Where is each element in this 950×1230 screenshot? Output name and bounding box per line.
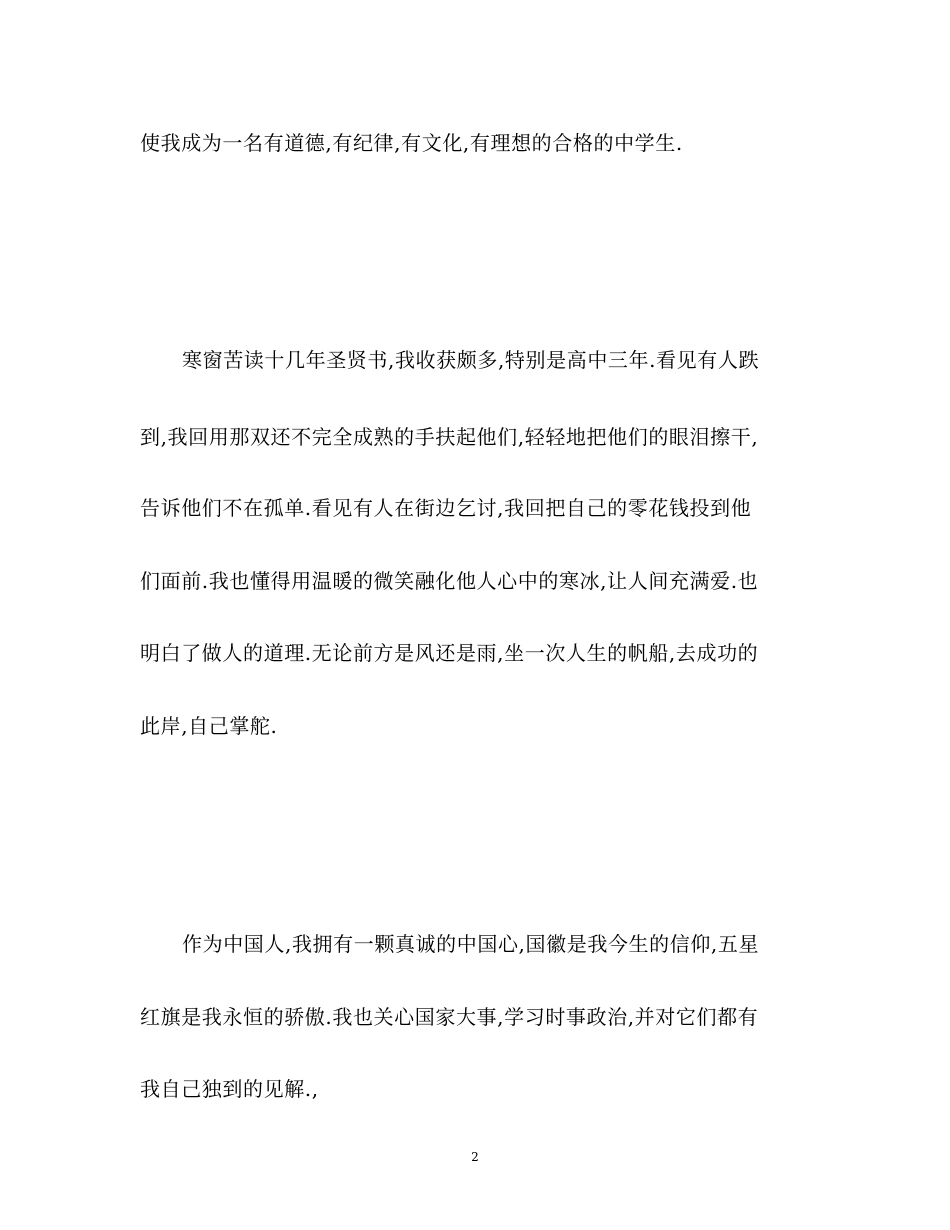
paragraph-2-line-4: 们面前.我也懂得用温暖的微笑融化他人心中的寒冰,让人间充满爱.也 — [140, 569, 759, 593]
paragraph-3-line-1: 作为中国人,我拥有一颗真诚的中国心,国徽是我今生的信仰,五星 — [182, 932, 760, 956]
paragraph-2-line-5: 明白了做人的道理.无论前方是风还是雨,坐一次人生的帆船,去成功的 — [140, 641, 759, 665]
paragraph-3-line-3: 我自己独到的见解., — [140, 1077, 319, 1101]
paragraph-3-line-2: 红旗是我永恒的骄傲.我也关心国家大事,学习时事政治,并对它们都有 — [140, 1005, 759, 1029]
paragraph-1-line-1: 使我成为一名有道德,有纪律,有文化,有理想的合格的中学生. — [140, 131, 683, 155]
paragraph-2-line-2: 到,我回用那双还不完全成熟的手扶起他们,轻轻地把他们的眼泪擦干, — [140, 425, 759, 449]
page-number: 2 — [471, 1150, 479, 1164]
paragraph-2-line-6: 此岸,自己掌舵. — [140, 714, 278, 738]
paragraph-2-line-1: 寒窗苦读十几年圣贤书,我收获颇多,特别是高中三年.看见有人跌 — [182, 348, 760, 372]
paragraph-2-line-3: 告诉他们不在孤单.看见有人在街边乞讨,我回把自己的零花钱投到他 — [140, 496, 752, 520]
